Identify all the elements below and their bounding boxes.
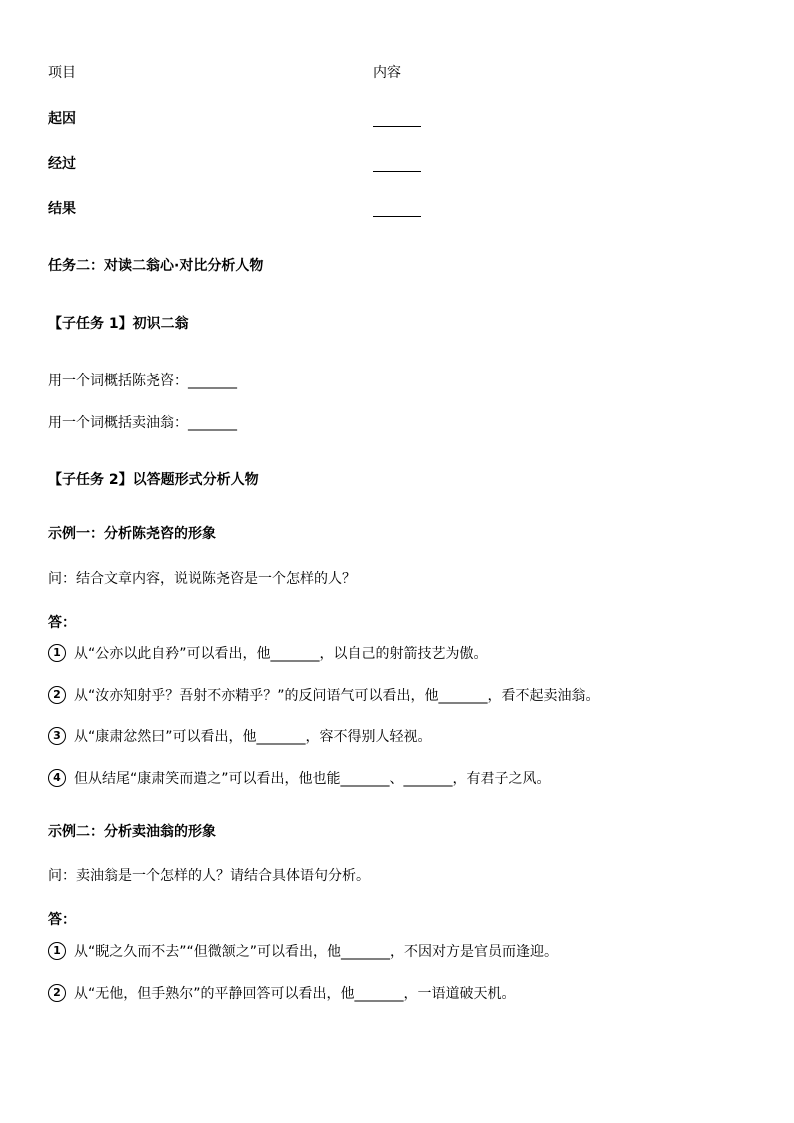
circled-number: 4 — [48, 769, 66, 787]
example1-item-2 — [48, 686, 600, 706]
circled-number: 2 — [48, 686, 66, 704]
task2-title: 任务二：对读二翁心·对比分析人物 — [48, 258, 264, 274]
example1-item-1 — [48, 644, 488, 664]
circled-number: 2 — [48, 984, 66, 1002]
row-blank-result[interactable] — [373, 216, 421, 217]
row-blank-cause[interactable] — [373, 126, 421, 127]
row-label-result: 结果 — [48, 201, 76, 217]
subtask1-question-1: 用一个词概括陈尧咨：_______ — [48, 373, 237, 389]
circled-number: 3 — [48, 727, 66, 745]
row-blank-process[interactable] — [373, 171, 421, 172]
subtask1-question-2: 用一个词概括卖油翁：_______ — [48, 415, 237, 431]
example2-item-text: 从“无他，但手熟尔”的平静回答可以看出，他_______，一语道破天机。 — [74, 986, 516, 1002]
example1-item-text: 从“公亦以此自矜”可以看出，他_______，以自己的射箭技艺为傲。 — [74, 646, 488, 662]
example1-item-4 — [48, 769, 551, 789]
row-label-process: 经过 — [48, 156, 76, 172]
example2-item-text: 从“睨之久而不去”“但微颔之”可以看出，他_______，不因对方是官员而逢迎。 — [74, 944, 559, 960]
subtask1-title: 【子任务 1】初识二翁 — [48, 316, 189, 332]
example1-item-text: 从“康肃忿然曰”可以看出，他_______，容不得别人轻视。 — [74, 729, 432, 745]
example1-item-3 — [48, 727, 432, 747]
subtask2-title: 【子任务 2】以答题形式分析人物 — [48, 472, 259, 488]
row-label-cause: 起因 — [48, 111, 76, 127]
example2-title: 示例二：分析卖油翁的形象 — [48, 824, 216, 840]
example1-title: 示例一：分析陈尧咨的形象 — [48, 526, 216, 542]
example2-item-2 — [48, 984, 516, 1004]
table-header-content: 内容 — [373, 65, 401, 81]
circled-number: 1 — [48, 644, 66, 662]
circled-number: 1 — [48, 942, 66, 960]
example1-answer-label: 答： — [48, 615, 76, 631]
example1-item-text: 但从结尾“康肃笑而遣之”可以看出，他也能_______、_______，有君子之风。 — [74, 771, 551, 787]
example2-question: 问：卖油翁是一个怎样的人？请结合具体语句分析。 — [48, 868, 370, 884]
example1-question: 问：结合文章内容，说说陈尧咨是一个怎样的人？ — [48, 571, 356, 587]
example2-item-1 — [48, 942, 558, 962]
example1-item-text: 从“汝亦知射乎？吾射不亦精乎？”的反问语气可以看出，他_______，看不起卖油翁。 — [74, 688, 600, 704]
table-header-item: 项目 — [48, 65, 76, 81]
example2-answer-label: 答： — [48, 912, 76, 928]
